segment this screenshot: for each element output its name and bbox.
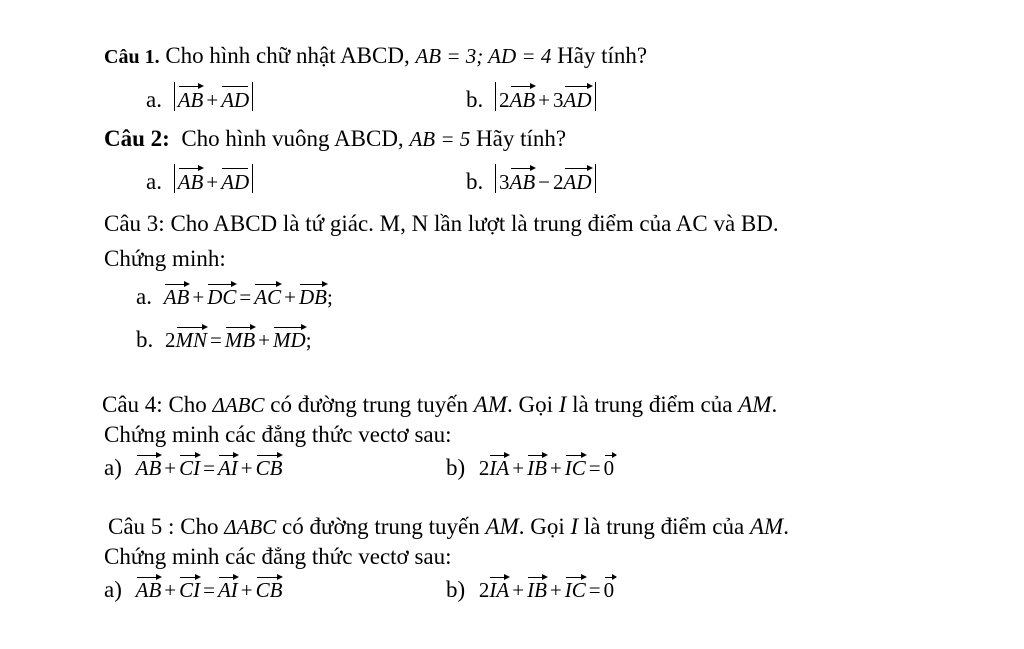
q3a-expression bbox=[164, 285, 333, 309]
q4b-expression bbox=[479, 456, 614, 480]
q2-prefix: Câu 2: bbox=[104, 126, 170, 151]
q2a-vec-2: AD bbox=[221, 166, 249, 193]
q4b-eq: = bbox=[588, 456, 601, 480]
q2b-vec-2: AD bbox=[564, 166, 592, 193]
q5b-vec-1: IA bbox=[489, 575, 509, 601]
q4b-vec-1: IA bbox=[489, 453, 509, 479]
q3b-vec-1: MN bbox=[176, 325, 208, 351]
q5a-op-1: + bbox=[164, 578, 177, 602]
q2a-expression bbox=[174, 164, 254, 193]
q4b-zero-vector: 0 bbox=[604, 453, 615, 479]
q1b-coef-1: 2 bbox=[499, 88, 510, 112]
q5a-vec-3: AI bbox=[218, 575, 238, 601]
q3a-op-2: + bbox=[284, 285, 296, 309]
q1a-vec-1: AB bbox=[178, 84, 204, 111]
q5a-expression bbox=[136, 578, 283, 602]
q5b-expression bbox=[479, 578, 614, 602]
q4a-expression bbox=[136, 456, 283, 480]
q4a-vec-4: CB bbox=[256, 453, 283, 479]
q5a-label: a) bbox=[104, 577, 122, 602]
q1-prefix: Câu 1. bbox=[104, 46, 160, 68]
q5b-op-1: + bbox=[512, 578, 525, 602]
q3a-vec-1: AB bbox=[164, 282, 190, 308]
q1-text: Cho hình chữ nhật ABCD, bbox=[159, 43, 416, 68]
q1-part-b bbox=[466, 82, 596, 111]
q5-am2: AM bbox=[749, 514, 784, 539]
q2a-op: + bbox=[206, 170, 219, 194]
q5-prefix: Câu 5 : Cho bbox=[108, 514, 225, 539]
q4-triangle: ΔABC bbox=[212, 393, 265, 417]
q4-part-b bbox=[446, 453, 614, 479]
q4a-op-1: + bbox=[164, 456, 177, 480]
q1a-expression bbox=[174, 82, 254, 111]
q4-prove: Chứng minh các đẳng thức vectơ sau: bbox=[104, 422, 452, 447]
q5a-eq: = bbox=[203, 578, 215, 602]
q3a-end: ; bbox=[326, 285, 333, 309]
q2-text: Cho hình vuông ABCD, bbox=[169, 126, 410, 151]
q5a-op-2: + bbox=[240, 578, 253, 602]
q3-part-b bbox=[136, 325, 312, 351]
q5-triangle: ΔABC bbox=[224, 515, 277, 539]
q3a-label: a. bbox=[136, 284, 152, 309]
q3b-expression bbox=[165, 328, 312, 352]
q4-prefix: Câu 4: Cho bbox=[102, 392, 213, 417]
q1-part-a bbox=[146, 82, 253, 111]
q5-prove: Chứng minh các đẳng thức vectơ sau: bbox=[104, 544, 452, 569]
q3b-eq: = bbox=[210, 328, 222, 352]
q5-part-a bbox=[104, 575, 282, 601]
q5-mid: có đường trung tuyến bbox=[276, 514, 486, 539]
q2-tail: Hãy tính? bbox=[470, 126, 567, 151]
q2a-vec-1: AB bbox=[178, 166, 204, 193]
q5-dot: . bbox=[783, 514, 789, 539]
q4b-label: b) bbox=[446, 455, 466, 480]
q3b-op: + bbox=[258, 328, 271, 352]
q2-part-a bbox=[146, 164, 253, 193]
q4b-op-2: + bbox=[549, 456, 562, 480]
q5b-label: b) bbox=[446, 577, 466, 602]
q4a-vec-3: AI bbox=[218, 453, 238, 479]
q1a-label: a. bbox=[146, 87, 162, 112]
q4a-vec-2: CI bbox=[179, 453, 200, 479]
q4b-coef: 2 bbox=[478, 456, 490, 480]
q2-part-b bbox=[466, 164, 596, 193]
q4-heading bbox=[102, 393, 777, 416]
q2-condition: AB = 5 bbox=[409, 127, 471, 151]
q2b-coef-2: 2 bbox=[553, 170, 564, 194]
q5b-vec-2: IB bbox=[527, 575, 547, 601]
q4-dot: . bbox=[771, 392, 778, 417]
q5-mid3: là trung điểm của bbox=[578, 514, 750, 539]
q1-condition: AB = 3; AD = 4 bbox=[415, 44, 552, 68]
q1b-label: b. bbox=[466, 87, 484, 112]
q5-heading bbox=[108, 515, 789, 538]
q3-prove: Chứng minh: bbox=[104, 246, 226, 271]
q5b-zero-vector: 0 bbox=[604, 575, 615, 601]
q4b-vec-3: IC bbox=[565, 453, 586, 479]
q1b-coef-2: 3 bbox=[553, 88, 564, 112]
q4-i: I bbox=[558, 392, 567, 417]
q5a-vec-1: AB bbox=[136, 575, 162, 601]
q1-tail: Hãy tính? bbox=[551, 43, 648, 68]
q5a-vec-4: CB bbox=[256, 575, 283, 601]
q2-heading bbox=[104, 127, 566, 150]
q4a-op-2: + bbox=[240, 456, 253, 480]
q4b-vec-2: IB bbox=[527, 453, 547, 479]
q3-heading: Câu 3: Cho ABCD là tứ giác. M, N lần lượt là trung điểm của AC và BD. bbox=[104, 211, 779, 236]
q3b-vec-2: MB bbox=[225, 325, 255, 351]
q5b-eq: = bbox=[588, 578, 601, 602]
q4a-vec-1: AB bbox=[136, 453, 162, 479]
q2b-label: b. bbox=[466, 169, 484, 194]
q4-mid: có đường trung tuyến bbox=[264, 392, 474, 417]
q4-part-a bbox=[104, 453, 282, 479]
q5a-vec-2: CI bbox=[179, 575, 200, 601]
q2b-coef-1: 3 bbox=[499, 170, 510, 194]
q3-part-a bbox=[136, 282, 333, 308]
q1a-op: + bbox=[206, 88, 219, 112]
q2a-label: a. bbox=[146, 169, 162, 194]
q1-heading bbox=[104, 44, 647, 67]
q5-i: I bbox=[570, 514, 579, 539]
q5-mid2: . Gọi bbox=[518, 514, 571, 539]
q3a-vec-4: DB bbox=[299, 282, 327, 308]
q5b-vec-3: IC bbox=[565, 575, 586, 601]
q1b-op: + bbox=[538, 88, 550, 112]
q4b-op-1: + bbox=[512, 456, 525, 480]
q3a-vec-2: DC bbox=[207, 282, 236, 308]
q2b-vec-1: AB bbox=[510, 166, 536, 193]
q1b-expression bbox=[495, 82, 596, 111]
q2b-op: − bbox=[538, 170, 550, 194]
q4-am: AM bbox=[473, 392, 507, 417]
q3b-vec-3: MD bbox=[273, 325, 306, 351]
q4-mid3: là trung điểm của bbox=[566, 392, 739, 417]
q3a-op-1: + bbox=[192, 285, 205, 309]
q3b-coef: 2 bbox=[165, 328, 176, 352]
q1a-vec-2: AD bbox=[221, 84, 249, 111]
q3b-end: ; bbox=[305, 328, 312, 352]
q5-am: AM bbox=[485, 514, 519, 539]
q5b-coef: 2 bbox=[478, 578, 490, 602]
q4a-eq: = bbox=[203, 456, 215, 480]
q4a-label: a) bbox=[104, 455, 122, 480]
q3b-label: b. bbox=[136, 327, 154, 352]
q4-am2: AM bbox=[738, 392, 772, 417]
q1b-vec-1: AB bbox=[510, 84, 536, 111]
q3a-eq: = bbox=[239, 285, 252, 309]
q5b-op-2: + bbox=[549, 578, 562, 602]
q5-part-b bbox=[446, 575, 614, 601]
q2b-expression bbox=[495, 164, 596, 193]
q3a-vec-3: AC bbox=[254, 282, 281, 308]
q4-mid2: . Gọi bbox=[507, 392, 559, 417]
q1b-vec-2: AD bbox=[564, 84, 592, 111]
